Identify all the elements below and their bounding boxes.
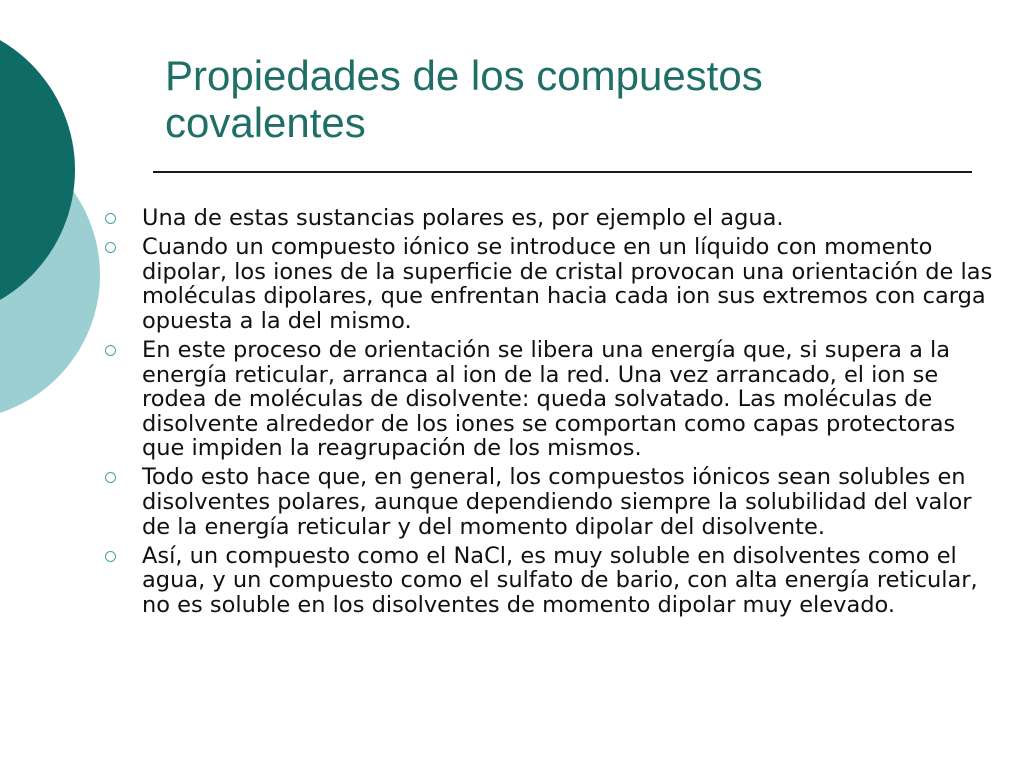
slide-title: Propiedades de los compuestos covalentes — [165, 52, 763, 146]
bullet-marker-icon — [105, 242, 116, 253]
bullet-item — [100, 338, 1000, 461]
bullet-item — [100, 465, 1000, 539]
bullet-marker-icon — [105, 472, 116, 483]
bullet-text: Cuando un compuesto iónico se introduce en un líquido con momento dipolar, los iones de la superficie de cristal provocan una orientación de las moléculas dipolares, que enfrentan hacia cada ion sus extremos con carga opuesta a la del mismo. — [142, 234, 993, 334]
bullet-text: En este proceso de orientación se libera una energía que, si supera a la energía reticular, arranca al ion de la red. Una vez arrancado, el ion se rodea de moléculas de disolvente: queda solvatado. Las moléculas de disolvente alrededor de los iones se comportan como capas protectoras que impiden la reagrupación de los mismos. — [142, 336, 956, 462]
bullet-text: Una de estas sustancias polares es, por ejemplo el agua. — [142, 205, 784, 231]
bullet-list — [100, 206, 1000, 622]
title-divider — [153, 171, 972, 173]
bullet-marker-icon — [105, 551, 116, 562]
bullet-marker-icon — [105, 213, 116, 224]
bullet-text: Así, un compuesto como el NaCl, es muy soluble en disolventes como el agua, y un compuesto como el sulfato de bario, con alta energía reticular, no es soluble en los disolventes de momento dipolar muy elevado. — [142, 542, 978, 618]
bullet-marker-icon — [105, 345, 116, 356]
bullet-item — [100, 206, 1000, 231]
bullet-item — [100, 235, 1000, 333]
bullet-text: Todo esto hace que, en general, los compuestos iónicos sean solubles en disolventes polares, aunque dependiendo siempre la solubilidad del valor de la energía reticular y del momento dipolar del disolvente. — [142, 464, 972, 540]
bullet-item — [100, 544, 1000, 618]
